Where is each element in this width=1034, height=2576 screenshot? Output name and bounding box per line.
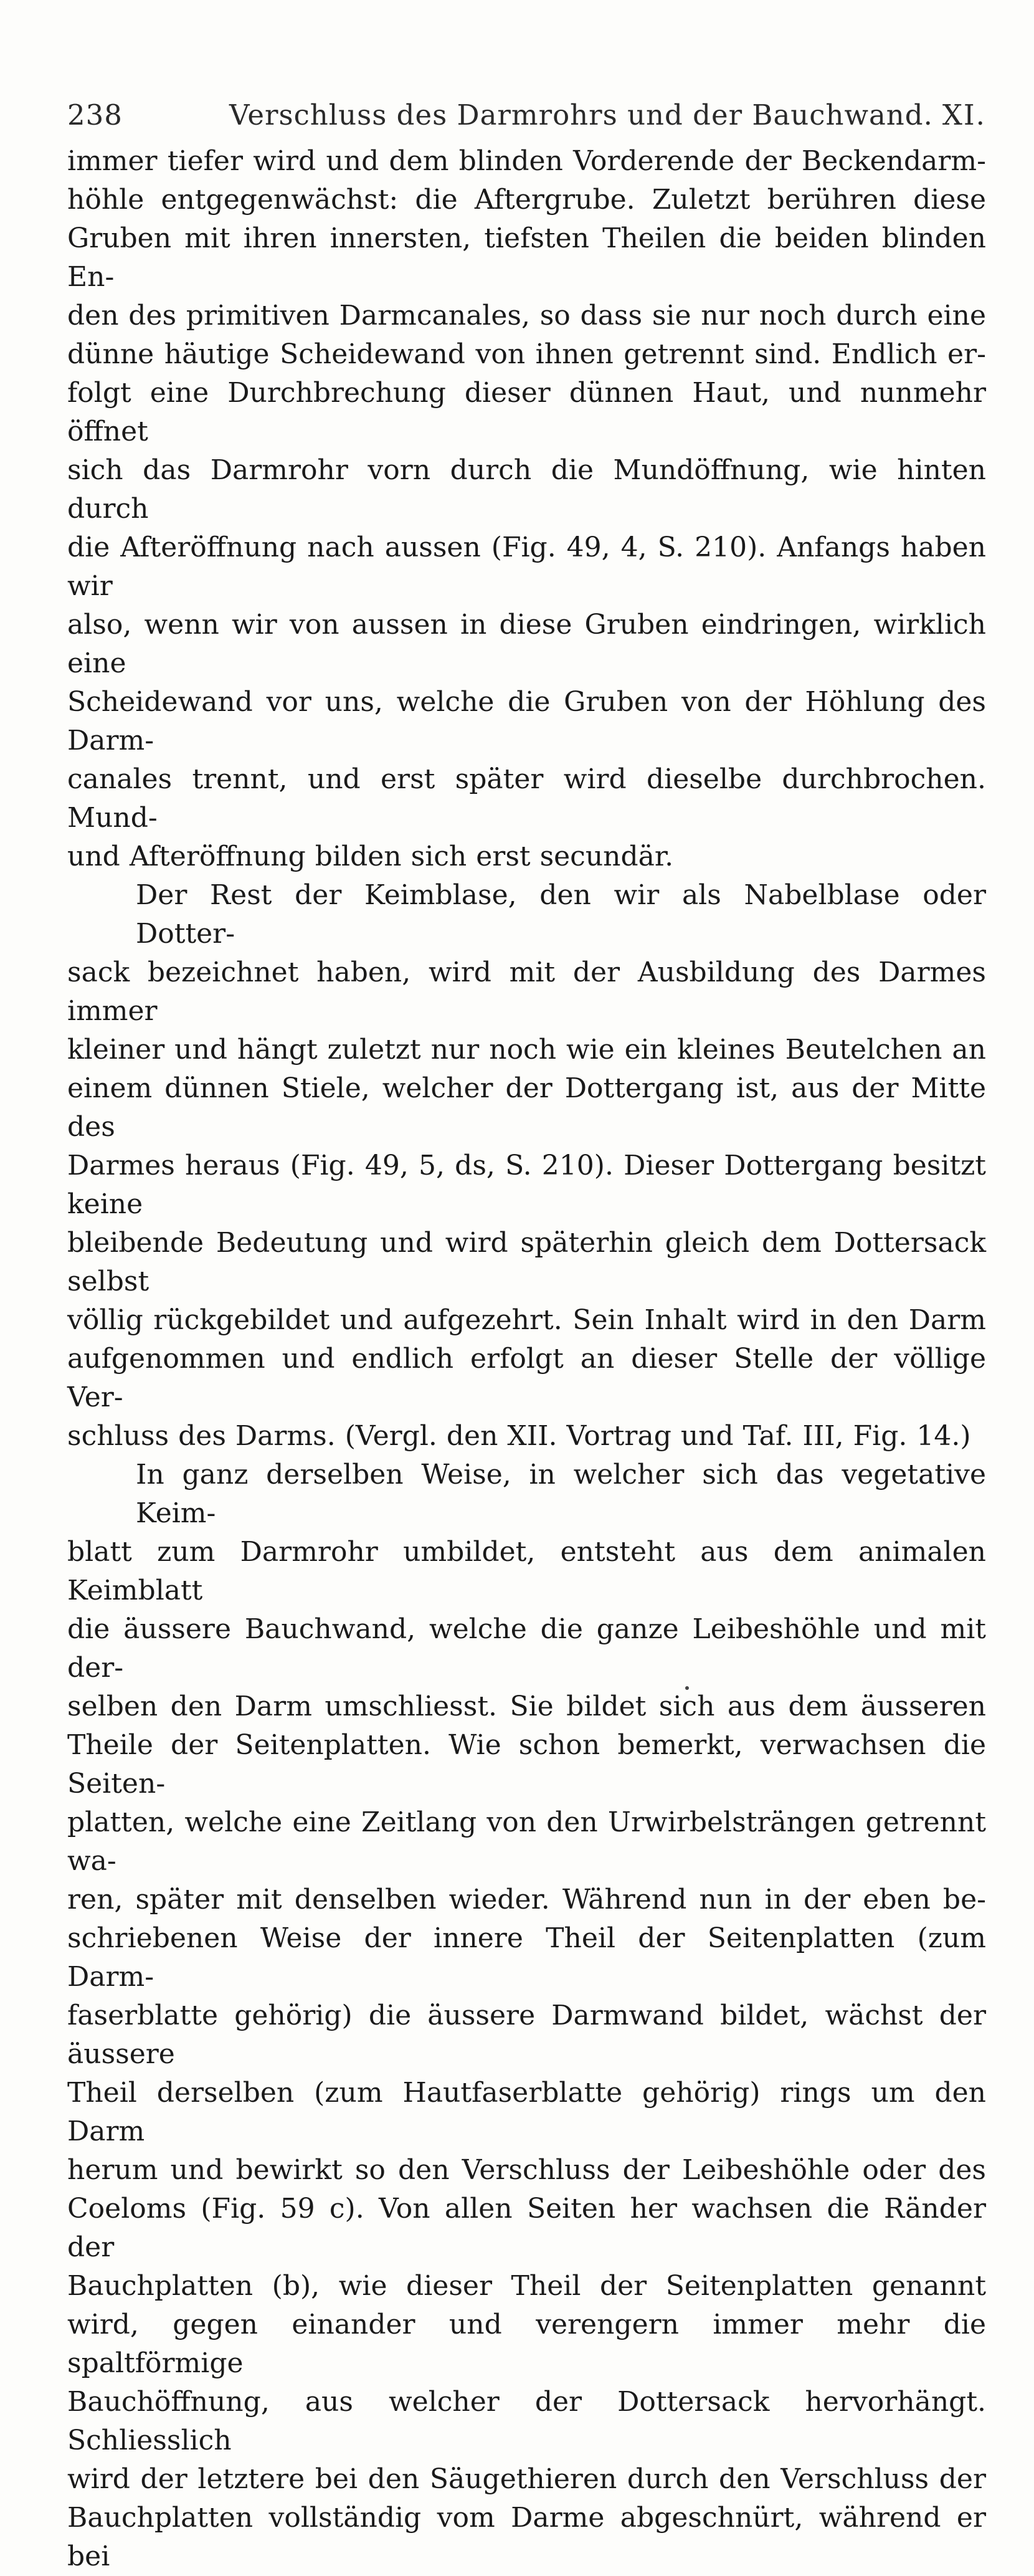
text-line: Bauchplatten vollständig vom Darme abgeschnürt, während er bei [67, 2502, 986, 2572]
text-line: Theile der Seitenplatten. Wie schon bemerkt, verwachsen die Seiten- [67, 1729, 986, 1800]
text-line: blatt zum Darmrohr umbildet, entsteht aus dem animalen Keimblatt [67, 1536, 986, 1606]
text-line: sack bezeichnet haben, wird mit der Ausbildung des Darmes immer [67, 956, 986, 1027]
text-line: dünne häutige Scheidewand von ihnen getrennt sind. Endlich er- [67, 338, 986, 370]
paragraph-2 [67, 876, 986, 1456]
text-line: Scheidewand vor uns, welche die Gruben von der Höhlung des Darm- [67, 686, 986, 756]
text-line: bleibende Bedeutung und wird späterhin gleich dem Dottersack selbst [67, 1227, 986, 1297]
paragraph-1 [67, 142, 986, 876]
text-line: wird, gegen einander und verengern immer mehr die spaltförmige [67, 2309, 986, 2379]
print-speck [685, 1686, 689, 1690]
chapter-number: XI. [942, 98, 986, 131]
text-line: Theil derselben (zum Hautfaserblatte gehörig) rings um den Darm [67, 2077, 986, 2147]
text-line: also, wenn wir von aussen in diese Gruben eindringen, wirklich eine [67, 609, 986, 679]
text-line: folgt eine Durchbrechung dieser dünnen Haut, und nunmehr öffnet [67, 377, 986, 447]
text-line: schluss des Darms. (Vergl. den XII. Vortrag und Taf. III, Fig. 14.) [67, 1420, 971, 1452]
text-line: schriebenen Weise der innere Theil der Seitenplatten (zum Darm- [67, 1922, 986, 1993]
text-line: die Afteröffnung nach aussen (Fig. 49, 4, S. 210). Anfangs haben wir [67, 532, 986, 602]
text-line: kleiner und hängt zuletzt nur noch wie ein kleines Beutelchen an [67, 1034, 986, 1066]
text-line: sich das Darmrohr vorn durch die Mundöffnung, wie hinten durch [67, 454, 986, 525]
text-line: ren, später mit denselben wieder. Während nun in der eben be- [67, 1884, 986, 1915]
text-line: völlig rückgebildet und aufgezehrt. Sein Inhalt wird in den Darm [67, 1304, 986, 1336]
book-page [67, 98, 986, 2576]
text-line: platten, welche eine Zeitlang von den Urwirbelsträngen getrennt wa- [67, 1806, 986, 1877]
text-line: In ganz derselben Weise, in welcher sich das vegetative Keim- [136, 1459, 986, 1529]
running-title: Verschluss des Darmrohrs und der Bauchwand. [229, 98, 933, 131]
text-line: canales trennt, und erst später wird dieselbe durchbrochen. Mund- [67, 763, 986, 834]
text-line: den des primitiven Darmcanales, so dass sie nur noch durch eine [67, 300, 986, 332]
page-number: 238 [67, 98, 123, 131]
text-line: Bauchplatten (b), wie dieser Theil der Seitenplatten genannt [67, 2270, 986, 2302]
text-line: höhle entgegenwächst: die Aftergrube. Zuletzt berühren diese [67, 184, 986, 216]
text-line: aufgenommen und endlich erfolgt an dieser Stelle der völlige Ver- [67, 1343, 986, 1413]
text-line: wird der letztere bei den Säugethieren durch den Verschluss der [67, 2463, 986, 2495]
text-line: Der Rest der Keimblase, den wir als Nabelblase oder Dotter- [136, 879, 986, 950]
text-line: immer tiefer wird und dem blinden Vorderende der Beckendarm- [67, 145, 986, 177]
text-line: Bauchöffnung, aus welcher der Dottersack hervorhängt. Schliesslich [67, 2386, 986, 2456]
running-header [67, 98, 986, 142]
page-body [67, 142, 986, 2576]
text-line: Gruben mit ihren innersten, tiefsten Theilen die beiden blinden En- [67, 222, 986, 293]
text-line: einem dünnen Stiele, welcher der Dottergang ist, aus der Mitte des [67, 1072, 986, 1143]
paragraph-3 [67, 1456, 986, 2576]
text-line: die äussere Bauchwand, welche die ganze Leibeshöhle und mit der- [67, 1613, 986, 1684]
text-line: selben den Darm umschliesst. Sie bildet sich aus dem äusseren [67, 1691, 986, 1722]
text-line: Coeloms (Fig. 59 c). Von allen Seiten her wachsen die Ränder der [67, 2193, 986, 2263]
text-line: faserblatte gehörig) die äussere Darmwand bildet, wächst der äussere [67, 2000, 986, 2070]
text-line: herum und bewirkt so den Verschluss der Leibeshöhle oder des [67, 2154, 986, 2186]
text-line: und Afteröffnung bilden sich erst secundär. [67, 841, 674, 872]
text-line: Darmes heraus (Fig. 49, 5, ds, S. 210). Dieser Dottergang besitzt keine [67, 1150, 986, 1220]
